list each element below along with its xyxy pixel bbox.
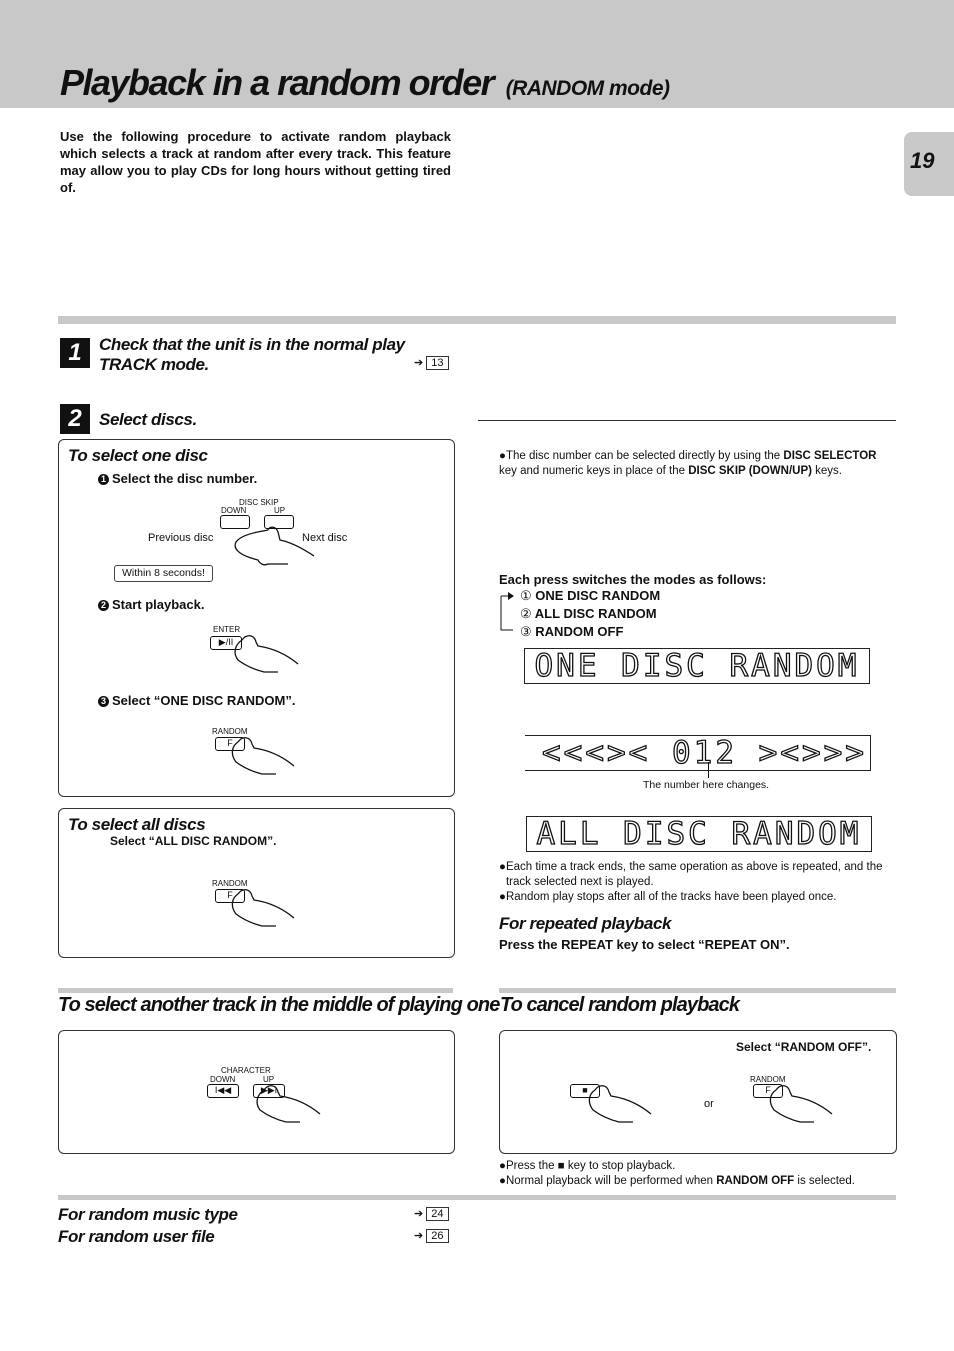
enter-label: ENTER [213, 625, 241, 634]
section-bar [58, 988, 453, 993]
section-bar [58, 316, 896, 324]
bullet-icon: ● [499, 1160, 506, 1172]
random-label: RANDOM [212, 879, 248, 888]
play-pause-button[interactable]: ▶/II [210, 636, 242, 650]
number-changes-caption: The number here changes. [643, 779, 770, 791]
or-label: or [704, 1098, 714, 1110]
another-track-heading: To select another track in the middle of playing one [58, 994, 500, 1016]
hand-press-icon [228, 630, 308, 676]
ref-arrow-icon: ➔ [414, 1208, 424, 1220]
ref-page-24: 24 [426, 1207, 448, 1221]
repeat-heading: For repeated playback [499, 914, 672, 933]
random-button[interactable]: F [215, 889, 245, 903]
ref-26[interactable] [414, 1229, 449, 1243]
step-2-text: Select discs. [99, 410, 197, 429]
all-discs-instruction: Select “ALL DISC RANDOM”. [110, 834, 277, 848]
ref-page-13: 13 [426, 356, 448, 370]
section-bar [58, 1195, 896, 1200]
random-label: RANDOM [212, 727, 248, 736]
character-label: CHARACTER [221, 1066, 271, 1075]
bullet-icon: ● [499, 450, 506, 462]
pointer-line [708, 762, 709, 778]
bullet-icon: ● [499, 891, 506, 903]
bullet-icon: ● [499, 861, 506, 873]
up-label: UP [263, 1075, 275, 1084]
step-1-text: Check that the unit is in the normal play TRACK mode. [99, 335, 405, 374]
substep-1: 1 Select the disc number. [98, 471, 257, 486]
page-title: Playback in a random order (RANDOM mode) [60, 62, 670, 103]
stop-button[interactable]: ■ [570, 1084, 600, 1098]
hand-press-icon [228, 730, 308, 776]
step-1-ref[interactable] [414, 356, 449, 370]
step-2-number: 2 [60, 404, 90, 434]
page-number: 19 [910, 148, 935, 173]
down-label: DOWN [210, 1075, 236, 1084]
modes-heading: Each press switches the modes as follows: [499, 572, 767, 587]
cycle-arrow-icon [499, 588, 519, 634]
circle-3-icon: 3 [98, 696, 109, 707]
hand-press-icon [228, 882, 308, 928]
disc-skip-label: DISC SKIP [239, 498, 279, 507]
within-8-seconds-note: Within 8 seconds! [114, 565, 213, 582]
hand-press-icon [228, 520, 318, 570]
bullet-icon: ● [499, 1175, 506, 1187]
character-down-button[interactable]: I◀◀ [207, 1084, 239, 1098]
step-1-number: 1 [60, 338, 90, 368]
divider [478, 420, 896, 421]
random-music-type-link[interactable]: For random music type [58, 1205, 238, 1224]
substep-3: 3 Select “ONE DISC RANDOM”. [98, 693, 295, 708]
one-disc-heading: To select one disc [68, 446, 208, 465]
repeat-text: Press the REPEAT key to select “REPEAT ON”. [499, 937, 790, 952]
lcd-display-all-disc: ALL DISC RANDOM [526, 816, 872, 852]
ref-24[interactable] [414, 1207, 449, 1221]
ref-page-26: 26 [426, 1229, 448, 1243]
random-user-file-link[interactable]: For random user file [58, 1227, 215, 1246]
random-off-instruction: Select “RANDOM OFF”. [736, 1040, 872, 1054]
cancel-notes: ●Press the ■ key to stop playback. ●Normal playback will be performed when RANDOM OFF is selected. [499, 1160, 855, 1187]
random-button[interactable]: F [215, 737, 245, 751]
page-subtitle: (RANDOM mode) [505, 77, 670, 100]
section-bar [499, 988, 896, 993]
ref-arrow-icon: ➔ [414, 1230, 424, 1242]
mode-item-1: ① ONE DISC RANDOM [520, 588, 661, 603]
random-label: RANDOM [750, 1075, 786, 1084]
intro-paragraph: Use the following procedure to activate random playback which selects a track at random after every track. This feature may allow you to play CDs for long hours without getting tired of. [60, 129, 451, 195]
track-ends-note: ● Each time a track ends, the same operation as above is repeated, and the track selected next is played. ● Random play stops after all of the tracks have been played once. [499, 861, 883, 903]
mode-item-2: ② ALL DISC RANDOM [520, 606, 657, 621]
character-up-button[interactable]: ▶▶I [253, 1084, 285, 1098]
page-number-tab [904, 132, 954, 196]
hand-press-icon [250, 1080, 330, 1126]
lcd-display-one-disc: ONE DISC RANDOM [524, 648, 870, 684]
up-label: UP [274, 506, 286, 515]
hand-press-icon [766, 1078, 846, 1124]
circle-1-icon: 1 [98, 474, 109, 485]
random-button[interactable]: F [753, 1084, 783, 1098]
disc-selector-note: ●The disc number can be selected directly by using the DISC SELECTOR key and numeric keys in place of the DISC SKIP (DOWN/UP) keys. [499, 450, 877, 477]
substep-2: 2 Start playback. [98, 597, 205, 612]
mode-item-3: ③ RANDOM OFF [520, 624, 624, 639]
previous-disc-label: Previous disc [148, 532, 214, 544]
hand-press-icon [585, 1078, 665, 1124]
lcd-display-number: <<<>< 012 ><>>> [525, 735, 871, 771]
circle-2-icon: 2 [98, 600, 109, 611]
all-discs-heading: To select all discs [68, 815, 206, 834]
down-label: DOWN [221, 506, 247, 515]
next-disc-label: Next disc [302, 532, 348, 544]
ref-arrow-icon: ➔ [414, 357, 424, 369]
cancel-heading: To cancel random playback [500, 994, 740, 1016]
